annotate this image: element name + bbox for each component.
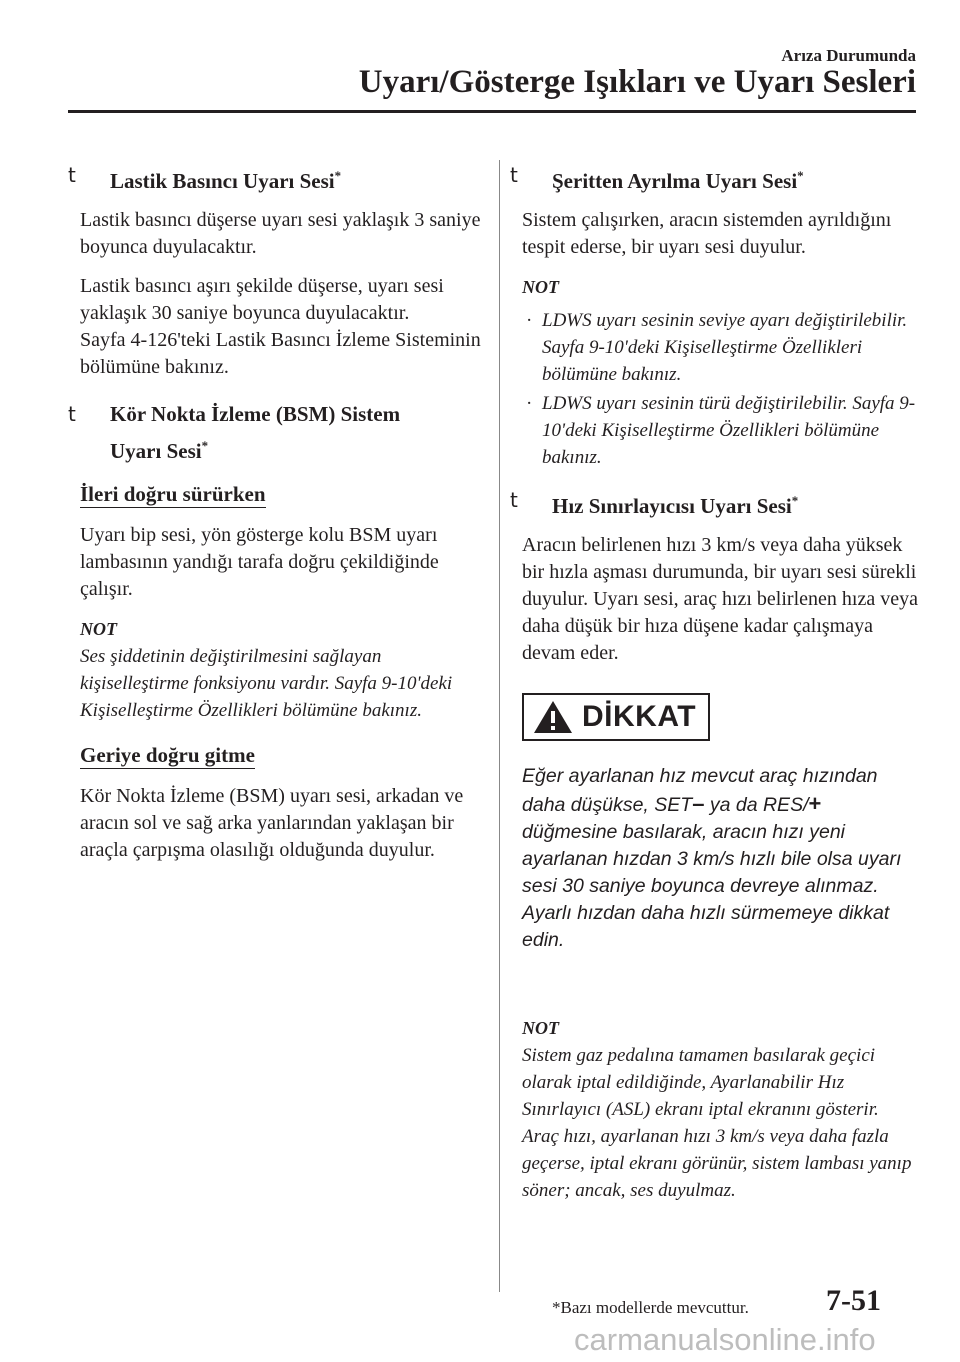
- paragraph: Lastik basıncı düşerse uyarı sesi yaklaşık 3 saniye boyunca duyulacaktır.: [80, 209, 481, 258]
- column-divider: [499, 160, 500, 1292]
- section-marker: t: [510, 488, 518, 512]
- section-heading-speed-limiter: t Hız Sınırlayıcısı Uyarı Sesi*: [510, 485, 920, 522]
- paragraph: Uyarı bip sesi, yön gösterge kolu BSM uyarı lambasının yandığı tarafa doğru çekildiğinde çalışır.: [80, 524, 439, 600]
- minus-symbol: –: [692, 791, 705, 816]
- list-item: · LDWS uyarı sesinin türü değiştirilebilir. Sayfa 9-10'deki Kişiselleştirme Özellikleri bölümüne bakınız.: [526, 393, 916, 468]
- note-label: NOT: [522, 277, 559, 297]
- header-section-label: Arıza Durumunda: [781, 46, 916, 65]
- section-heading-lane-departure: t Şeritten Ayrılma Uyarı Sesi*: [510, 160, 920, 197]
- paragraph: Aracın belirlenen hızı 3 km/s veya daha yüksek bir hızla aşması durumunda, bir uyarı sesi sürekli duyulur. Uyarı sesi, araç hızı belirlenen hıza veya daha düşük bir hıza düşene kadar çalışmaya devam eder.: [522, 534, 918, 664]
- list-item: · LDWS uyarı sesinin seviye ayarı değiştirilebilir. Sayfa 9-10'deki Kişiselleştirme Özellikleri bölümüne bakınız.: [526, 310, 908, 385]
- page-reference: Sayfa 4-126'teki Lastik Basıncı İzleme Sisteminin bölümüne bakınız.: [80, 329, 481, 378]
- note-text: Sistem gaz pedalına tamamen basılarak geçici olarak iptal edildiğinde, Ayarlanabilir Hız Sınırlayıcı (ASL) ekranı iptal ekranını gösterir. Araç hızı, ayarlanan hızı 3 km/s veya daha fazla geçerse, iptal ekranı görünür, sistem lambası yanıp söner; ancak, ses duyulmaz.: [522, 1045, 912, 1201]
- subheading-forward: İleri doğru sürürken: [80, 482, 266, 506]
- section-marker: t: [68, 402, 76, 426]
- paragraph: Lastik basıncı aşırı şekilde düşerse, uyarı sesi yaklaşık 30 saniye boyunca duyulacaktır.: [80, 275, 444, 324]
- caution-box: [522, 693, 710, 741]
- page-number: 7-51: [826, 1284, 881, 1317]
- section-marker: t: [68, 163, 76, 187]
- left-column: [68, 160, 484, 876]
- caution-text: Eğer ayarlanan hız mevcut araç hızından daha düşükse, SET– ya da RES/+ düğmesine basılarak, aracın hızı yeni ayarlanan hızdan 3 km/s hızlı bile olsa uyarı sesi 30 saniye boyunca devreye alınmaz. Ayarlı hızdan daha hızlı sürmemeye dikkat edin.: [522, 765, 902, 951]
- footnote: *Bazı modellerde mevcuttur.: [552, 1298, 749, 1317]
- page-title: Uyarı/Gösterge Işıkları ve Uyarı Sesleri: [358, 64, 916, 100]
- section-heading-bsm: t Kör Nokta İzleme (BSM) Sistem Uyarı Sesi*: [68, 399, 444, 467]
- note-label: NOT: [80, 619, 117, 639]
- warning-triangle-icon: [532, 699, 574, 735]
- note-bullet-list: [522, 307, 920, 471]
- caution-label: DİKKAT: [582, 700, 697, 733]
- paragraph: Kör Nokta İzleme (BSM) uyarı sesi, arkadan ve aracın sol ve sağ arka yanlarından yaklaşan bir araçla çarpışma olasılığı olduğunda duyulur.: [80, 785, 464, 861]
- section-heading-tire-pressure: t Lastik Basıncı Uyarı Sesi*: [68, 160, 484, 197]
- section-marker: t: [510, 163, 518, 187]
- paragraph: Sistem çalışırken, aracın sistemden ayrıldığını tespit ederse, bir uyarı sesi duyulur.: [522, 209, 892, 258]
- subheading-reverse: Geriye doğru gitme: [80, 743, 255, 767]
- note-text: Ses şiddetinin değiştirilmesini sağlayan kişiselleştirme fonksiyonu vardır. Sayfa 9-10'deki Kişiselleştirme Özellikleri bölümüne bakınız.: [80, 646, 453, 721]
- plus-symbol: +: [808, 791, 822, 816]
- note-label: NOT: [522, 1018, 559, 1038]
- right-column: [510, 160, 920, 1218]
- watermark: carmanualsonline.info: [574, 1322, 876, 1357]
- header-rule: [68, 110, 916, 113]
